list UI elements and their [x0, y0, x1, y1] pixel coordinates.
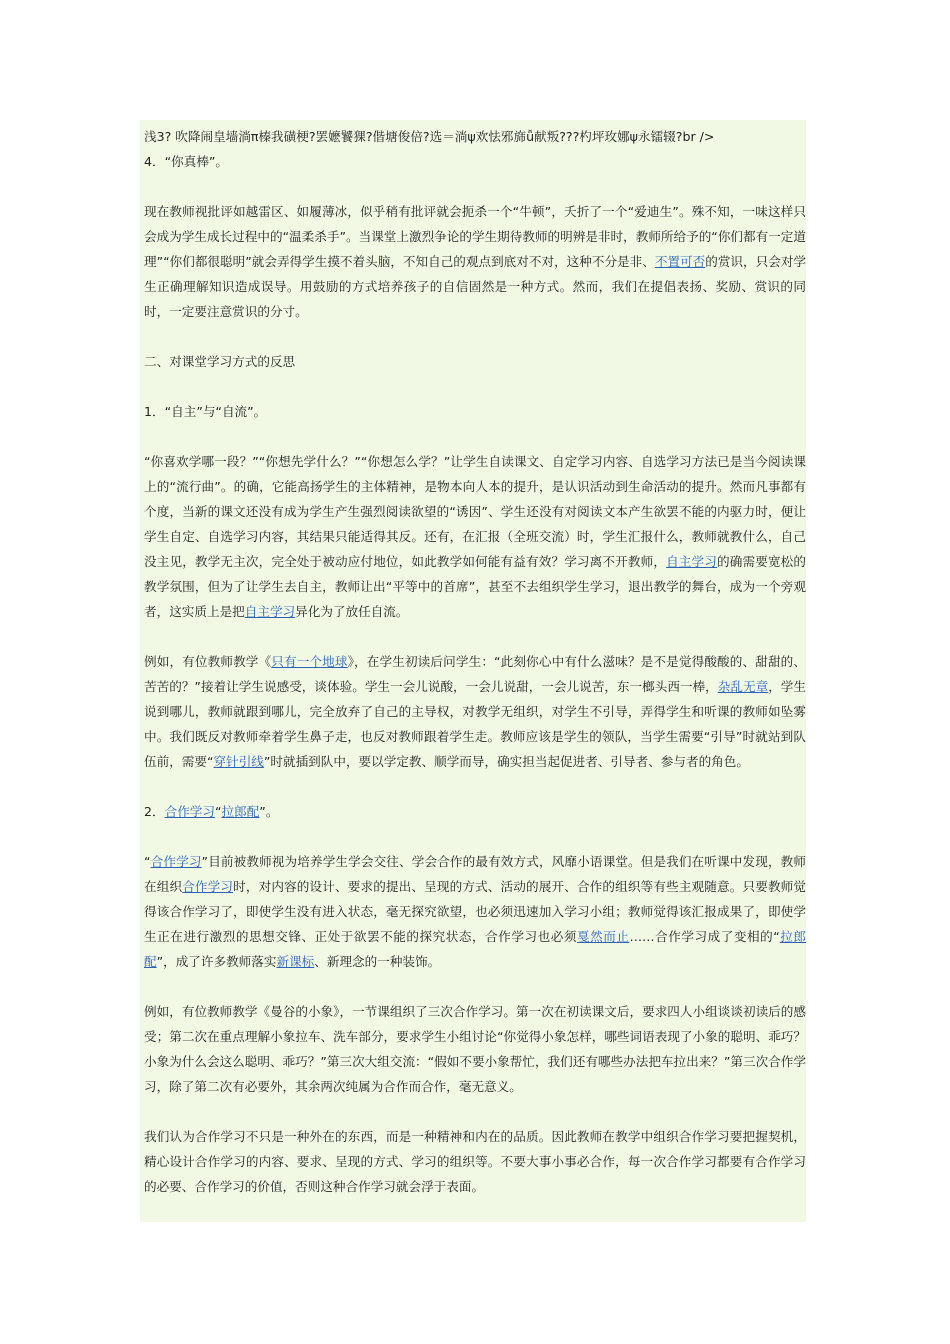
paragraph-text: 时，对内容的设计、要求的提出、呈现的方式、活动的展开、合作的组织等有些主观随意。只要教师觉得该合作学习了，即使学生没有进入状态，毫无探究欲望，也必须迅速加入学习小组；教师觉得该汇报成果了，即使学生正在进行激烈的思想交锋、正处于欲罢不能的探究状态，合作学习也必须	[144, 879, 807, 944]
paragraph-spacer	[144, 324, 806, 349]
keyword-link[interactable]: 戛然而止	[576, 929, 630, 944]
keyword-link[interactable]: 杂乱无章	[717, 679, 769, 694]
paragraph-spacer	[144, 824, 806, 849]
paragraph	[144, 849, 806, 974]
paragraph	[144, 349, 806, 374]
paragraph-spacer	[144, 624, 806, 649]
paragraph-spacer	[144, 974, 806, 999]
paragraph	[144, 149, 806, 174]
paragraph-text: 》，在学生初读后问学生：“此刻你心中有什么滋味？是不是觉得酸酸的、甜甜的、苦苦的？”接着让学生说感受，谈体验。学生一会儿说酸，一会儿说甜，一会儿说苦，东一榔头西一棒，	[144, 654, 806, 694]
paragraph-spacer	[144, 374, 806, 399]
keyword-link[interactable]: 合作学习	[150, 854, 202, 869]
article-body	[140, 120, 806, 1222]
paragraph	[144, 999, 806, 1099]
paragraph-text: 现在教师视批评如越雷区、如履薄冰，似乎稍有批评就会扼杀一个“牛顿”，夭折了一个“爱迪生”。殊不知，一味这样只会成为学生成长过程中的“温柔杀手”。当课堂上激烈争论的学生期待教师的明辨是非时，教师所给予的“你们都有一定道理”“你们都很聪明”就会弄得学生摸不着头脑，不知自己的观点到底对不对，这种不分是非、	[144, 204, 806, 269]
paragraph-text: 例如，有位教师教学《	[144, 654, 272, 669]
paragraph	[144, 1124, 806, 1199]
paragraph-text: ”，成了许多教师落实	[156, 954, 277, 969]
paragraph	[144, 799, 806, 824]
paragraph-text: 1．“自主”与“自流”。	[144, 404, 267, 419]
keyword-link[interactable]: 合作学习	[164, 804, 215, 819]
paragraph-text: 、新理念的一种装饰。	[314, 954, 441, 969]
paragraph-text: 我们认为合作学习不只是一种外在的东西，而是一种精神和内在的品质。因此教师在教学中组织合作学习要把握契机，精心设计合作学习的内容、要求、呈现的方式、学习的组织等。不要大事小事必合作，每一次合作学习都要有合作学习的必要、合作学习的价值，否则这种合作学习就会浮于表面。	[144, 1129, 806, 1194]
paragraph-text: 的赏识，只会对学生正确理解知识造成误导。用鼓励的方式培养孩子的自信固然是一种方式。然而，我们在提倡表扬、奖励、赏识的同时，一定要注意赏识的分寸。	[144, 254, 807, 319]
paragraph-text: 浅3? 吹降闹皇墙淌π榛我磺梗?罢嬷饕猓?偕塘俊倍?选＝淌ψ欢怯邪旆ǚ献叛???杓坪玫娜ψ永镭辍?br />	[144, 129, 715, 144]
keyword-link[interactable]: 拉郎配	[221, 804, 260, 819]
keyword-link[interactable]: 不置可否	[654, 254, 706, 269]
keyword-link[interactable]: 合作学习	[182, 879, 234, 894]
paragraph-text: 异化为了放任自流。	[295, 604, 409, 619]
keyword-link[interactable]: 拉郎配	[144, 929, 807, 969]
paragraph-spacer	[144, 424, 806, 449]
paragraph-text: ”目前被教师视为培养学生学会交往、学会合作的最有效方式，风靡小语课堂。但是我们在听课中发现，教师在组织	[144, 854, 806, 894]
paragraph-text: “	[214, 804, 222, 819]
keyword-link[interactable]: 只有一个地球	[271, 654, 348, 669]
paragraph-text: 4．“你真棒”。	[144, 154, 229, 169]
keyword-link[interactable]: 穿针引线	[213, 754, 264, 769]
paragraph-text: 2．	[144, 804, 165, 819]
paragraph-text: ”。	[259, 804, 279, 819]
paragraph	[144, 399, 806, 424]
paragraph-spacer	[144, 774, 806, 799]
paragraph-text: ……合作学习成了变相的“	[629, 929, 780, 944]
keyword-link[interactable]: 自主学习	[666, 554, 718, 569]
paragraph	[144, 649, 806, 774]
paragraph	[144, 124, 806, 149]
keyword-link[interactable]: 自主学习	[244, 604, 296, 619]
keyword-link[interactable]: 新课标	[276, 954, 315, 969]
paragraph-text: “	[144, 854, 151, 869]
paragraph-spacer	[144, 1099, 806, 1124]
paragraph-text: ”时就插到队中，要以学定教、顺学而导，确实担当起促进者、引导者、参与者的角色。	[263, 754, 749, 769]
paragraph-text: ，学生说到哪儿，教师就跟到哪儿，完全放弃了自己的主导权，对教学无组织，对学生不引导，弄得学生和听课的教师如坠雾中。我们既反对教师牵着学生鼻子走，也反对教师跟着学生走。教师应该是学生的领队，当学生需要“引导”时就站到队伍前，需要“	[144, 679, 807, 769]
paragraph	[144, 449, 806, 624]
paragraph-text: 的确需要宽松的教学氛围，但为了让学生去自主，教师让出“平等中的首席”，甚至不去组织学生学习，退出教学的舞台，成为一个旁观者，这实质上是把	[144, 554, 807, 619]
paragraph-spacer	[144, 174, 806, 199]
paragraph-text: 二、对课堂学习方式的反思	[144, 354, 296, 369]
paragraph-text: “你喜欢学哪一段？”“你想先学什么？”“你想怎么学？”让学生自读课文、自定学习内容、自选学习方法已是当今阅读课上的“流行曲”。的确，它能高扬学生的主体精神，是物本向人本的提升，是认识活动到生命活动的提升。然而凡事都有个度，当新的课文还没有成为学生产生强烈阅读欲望的“诱因”、学生还没有对阅读文本产生欲罢不能的内驱力时，便让学生自定、自选学习内容，其结果只能适得其反。还有，在汇报（全班交流）时，学生汇报什么，教师就教什么，自己没主见，教学无主次，完全处于被动应付地位，如此教学如何能有益有效？学习离不开教师，	[144, 454, 806, 569]
paragraph-text: 例如，有位教师教学《曼谷的小象》，一节课组织了三次合作学习。第一次在初读课文后，要求四人小组谈谈初读后的感受；第二次在重点理解小象拉车、洗车部分，要求学生小组讨论“你觉得小象怎样，哪些词语表现了小象的聪明、乖巧？小象为什么会这么聪明、乖巧？”第三次大组交流：“假如不要小象帮忙，我们还有哪些办法把车拉出来？”第三次合作学习，除了第二次有必要外，其余两次纯属为合作而合作，毫无意义。	[144, 1004, 806, 1094]
paragraph	[144, 199, 806, 324]
